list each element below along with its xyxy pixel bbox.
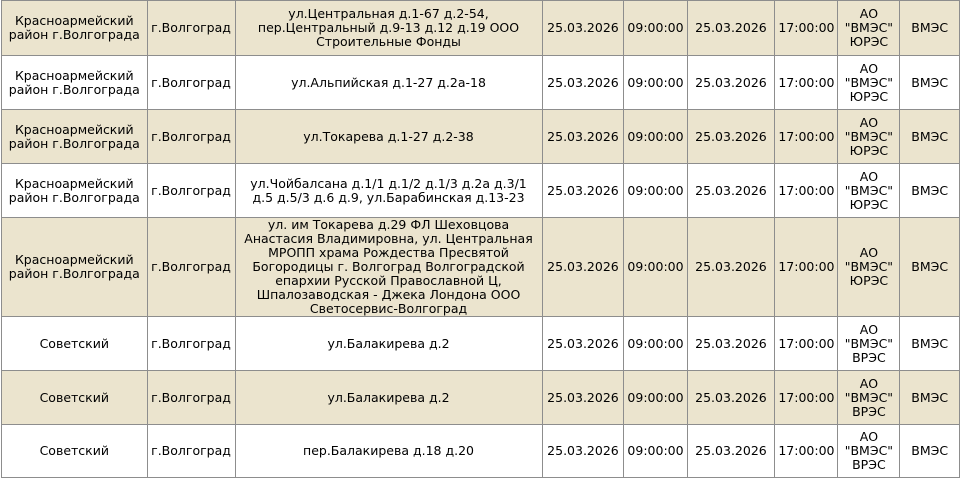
city-cell: г.Волгоград bbox=[147, 164, 235, 218]
table-row bbox=[2, 164, 960, 218]
start-date-cell: 25.03.2026 bbox=[542, 164, 624, 218]
start-date-cell: 25.03.2026 bbox=[542, 218, 624, 317]
district-cell: Красноармейский район г.Волгограда bbox=[2, 218, 148, 317]
start-date-cell: 25.03.2026 bbox=[542, 110, 624, 164]
address-cell: ул.Центральная д.1-67 д.2-54, пер.Центральный д.9-13 д.12 д.19 ООО Строительные Фонды bbox=[235, 1, 542, 56]
table-row bbox=[2, 317, 960, 371]
end-time-cell: 17:00:00 bbox=[775, 1, 838, 56]
start-time-cell: 09:00:00 bbox=[624, 110, 687, 164]
city-cell: г.Волгоград bbox=[147, 371, 235, 425]
end-date-cell: 25.03.2026 bbox=[687, 1, 775, 56]
company-cell: ВМЭС bbox=[900, 110, 960, 164]
end-date-cell: 25.03.2026 bbox=[687, 218, 775, 317]
table-row bbox=[2, 110, 960, 164]
city-cell: г.Волгоград bbox=[147, 1, 235, 56]
city-cell: г.Волгоград bbox=[147, 425, 235, 478]
table-row bbox=[2, 425, 960, 478]
end-time-cell: 17:00:00 bbox=[775, 425, 838, 478]
company-cell: ВМЭС bbox=[900, 218, 960, 317]
address-cell: ул.Альпийская д.1-27 д.2а-18 bbox=[235, 56, 542, 110]
end-time-cell: 17:00:00 bbox=[775, 110, 838, 164]
end-time-cell: 17:00:00 bbox=[775, 317, 838, 371]
end-date-cell: 25.03.2026 bbox=[687, 164, 775, 218]
address-cell: ул.Балакирева д.2 bbox=[235, 317, 542, 371]
end-date-cell: 25.03.2026 bbox=[687, 317, 775, 371]
city-cell: г.Волгоград bbox=[147, 110, 235, 164]
table-row bbox=[2, 1, 960, 56]
end-time-cell: 17:00:00 bbox=[775, 56, 838, 110]
table-row bbox=[2, 371, 960, 425]
end-date-cell: 25.03.2026 bbox=[687, 110, 775, 164]
address-cell: пер.Балакирева д.18 д.20 bbox=[235, 425, 542, 478]
city-cell: г.Волгоград bbox=[147, 218, 235, 317]
end-time-cell: 17:00:00 bbox=[775, 371, 838, 425]
district-cell: Красноармейский район г.Волгограда bbox=[2, 56, 148, 110]
end-date-cell: 25.03.2026 bbox=[687, 56, 775, 110]
start-time-cell: 09:00:00 bbox=[624, 425, 687, 478]
district-cell: Красноармейский район г.Волгограда bbox=[2, 1, 148, 56]
start-time-cell: 09:00:00 bbox=[624, 56, 687, 110]
district-cell: Советский bbox=[2, 317, 148, 371]
start-time-cell: 09:00:00 bbox=[624, 218, 687, 317]
address-cell: ул. им Токарева д.29 ФЛ Шеховцова Анастасия Владимировна, ул. Центральная МРОПП храма Рождества Пресвятой Богородицы г. Волгоград Волгоградской епархии Русской Православной Ц, Шпалозаводская - Джека Лондона ООО Светосервис-Волгоград bbox=[235, 218, 542, 317]
org-cell: АО "ВМЭС" ЮРЭС bbox=[838, 164, 900, 218]
org-cell: АО "ВМЭС" ЮРЭС bbox=[838, 218, 900, 317]
org-cell: АО "ВМЭС" ВРЭС bbox=[838, 425, 900, 478]
district-cell: Советский bbox=[2, 425, 148, 478]
end-date-cell: 25.03.2026 bbox=[687, 371, 775, 425]
district-cell: Советский bbox=[2, 371, 148, 425]
city-cell: г.Волгоград bbox=[147, 317, 235, 371]
table-row bbox=[2, 218, 960, 317]
org-cell: АО "ВМЭС" ВРЭС bbox=[838, 371, 900, 425]
start-time-cell: 09:00:00 bbox=[624, 164, 687, 218]
district-cell: Красноармейский район г.Волгограда bbox=[2, 164, 148, 218]
start-time-cell: 09:00:00 bbox=[624, 317, 687, 371]
start-time-cell: 09:00:00 bbox=[624, 1, 687, 56]
start-date-cell: 25.03.2026 bbox=[542, 1, 624, 56]
table-row bbox=[2, 56, 960, 110]
start-date-cell: 25.03.2026 bbox=[542, 56, 624, 110]
address-cell: ул.Токарева д.1-27 д.2-38 bbox=[235, 110, 542, 164]
company-cell: ВМЭС bbox=[900, 1, 960, 56]
company-cell: ВМЭС bbox=[900, 425, 960, 478]
start-date-cell: 25.03.2026 bbox=[542, 371, 624, 425]
company-cell: ВМЭС bbox=[900, 317, 960, 371]
start-time-cell: 09:00:00 bbox=[624, 371, 687, 425]
company-cell: ВМЭС bbox=[900, 56, 960, 110]
company-cell: ВМЭС bbox=[900, 371, 960, 425]
start-date-cell: 25.03.2026 bbox=[542, 317, 624, 371]
end-date-cell: 25.03.2026 bbox=[687, 425, 775, 478]
end-time-cell: 17:00:00 bbox=[775, 218, 838, 317]
org-cell: АО "ВМЭС" ВРЭС bbox=[838, 317, 900, 371]
address-cell: ул.Балакирева д.2 bbox=[235, 371, 542, 425]
end-time-cell: 17:00:00 bbox=[775, 164, 838, 218]
outage-table bbox=[1, 0, 960, 478]
city-cell: г.Волгоград bbox=[147, 56, 235, 110]
start-date-cell: 25.03.2026 bbox=[542, 425, 624, 478]
org-cell: АО "ВМЭС" ЮРЭС bbox=[838, 1, 900, 56]
district-cell: Красноармейский район г.Волгограда bbox=[2, 110, 148, 164]
org-cell: АО "ВМЭС" ЮРЭС bbox=[838, 56, 900, 110]
address-cell: ул.Чойбалсана д.1/1 д.1/2 д.1/3 д.2а д.3/1 д.5 д.5/3 д.6 д.9, ул.Барабинская д.13-23 bbox=[235, 164, 542, 218]
company-cell: ВМЭС bbox=[900, 164, 960, 218]
org-cell: АО "ВМЭС" ЮРЭС bbox=[838, 110, 900, 164]
